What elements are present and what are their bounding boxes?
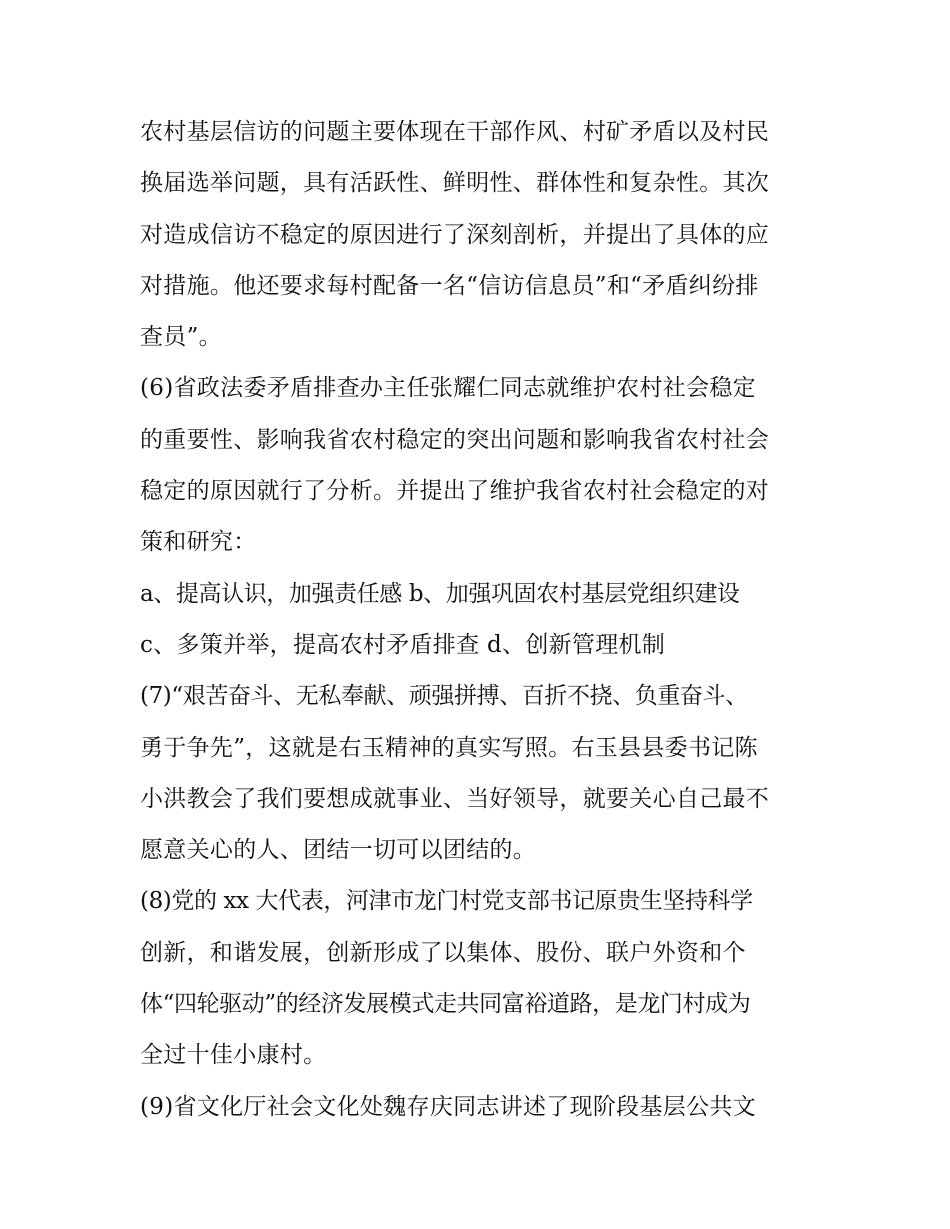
text-line: 策和研究： [140,529,257,556]
text-line: 全过十佳小康村。 [140,1042,327,1069]
text-line: 小洪教会了我们要想成就事业、当好领导，就要关心自己最不 [140,785,770,812]
text-line: c、多策并举，提高农村矛盾排查 d、创新管理机制 [140,631,666,658]
text-line: 换届选举问题，具有活跃性、鲜明性、群体性和复杂性。其次 [140,170,770,197]
text-line: 对措施。他还要求每村配备一名“信访信息员”和“矛盾纠纷排 [140,272,759,299]
text-line: 农村基层信访的问题主要体现在干部作风、村矿矛盾以及村民 [140,119,770,145]
document-body [140,107,820,1133]
text-line: a、提高认识，加强责任感 b、加强巩固农村基层党组织建设 [140,580,740,607]
text-line: 的重要性、影响我省农村稳定的突出问题和影响我省农村社会 [140,426,770,453]
text-line: (7)“艰苦奋斗、无私奉献、顽强拼搏、百折不挠、负重奋斗、 [140,683,748,710]
text-line: 稳定的原因就行了分析。并提出了维护我省农村社会稳定的对 [140,478,770,505]
text-line: 愿意关心的人、团结一切可以团结的。 [140,837,537,864]
text-line: 对造成信访不稳定的原因进行了深刻剖析，并提出了具体的应 [140,221,770,248]
text-line: 勇于争先”，这就是右玉精神的真实写照。右玉县县委书记陈 [140,734,758,761]
text-line: 查员”。 [140,324,222,351]
text-line: (8)党的 xx 大代表，河津市龙门村党支部书记原贵生坚持科学 [140,888,753,915]
text-line: 体“四轮驱动”的经济发展模式走共同富裕道路，是龙门村成为 [140,991,751,1018]
text-line: (9)省文化厅社会文化处魏存庆同志讲述了现阶段基层公共文 [140,1093,756,1120]
text-line: (6)省政法委矛盾排查办主任张耀仁同志就维护农村社会稳定 [140,375,756,402]
text-line: 创新，和谐发展，创新形成了以集体、股份、联户外资和个 [140,939,746,966]
